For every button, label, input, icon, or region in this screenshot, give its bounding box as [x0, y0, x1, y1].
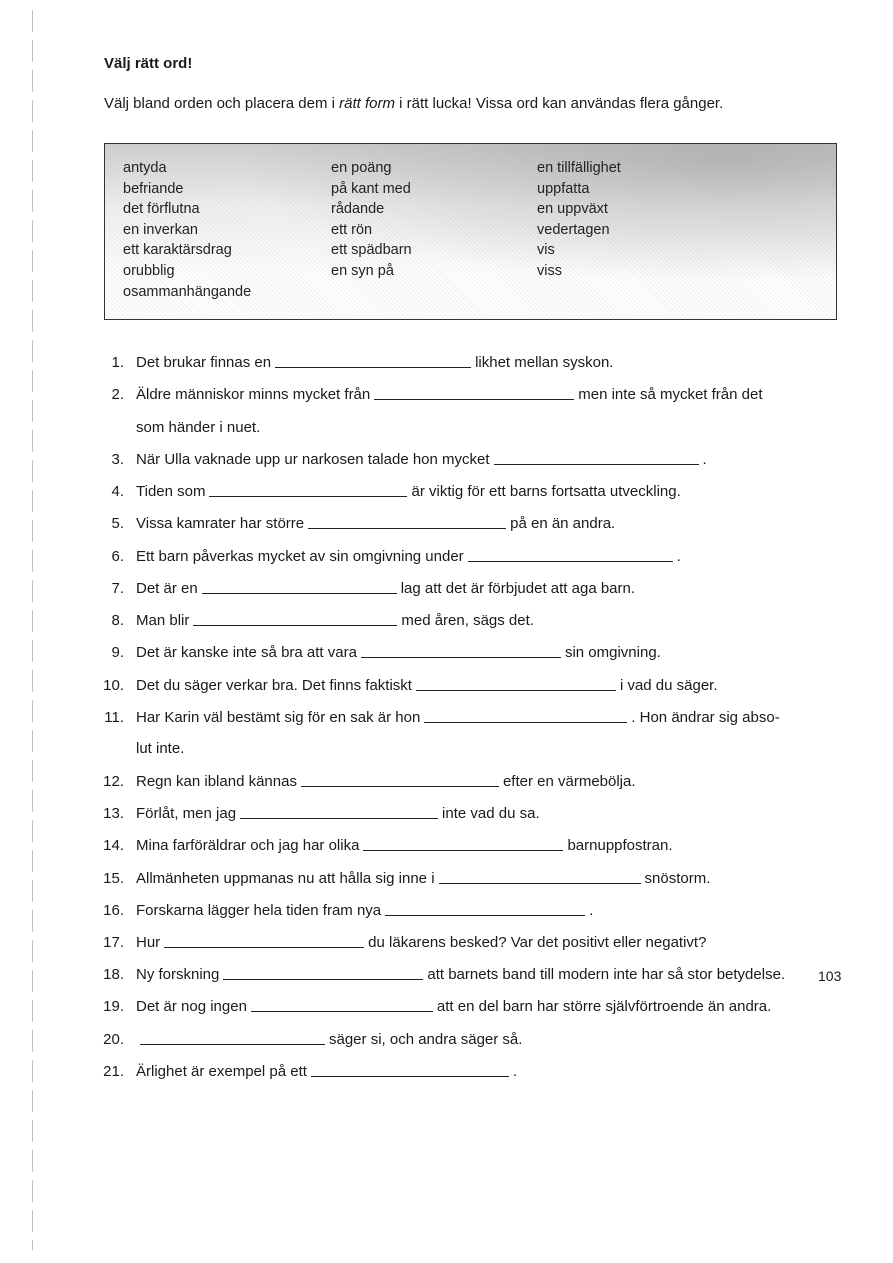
exercise-row — [0, 352, 893, 374]
exercise-text-before: Regn kan ibland kännas — [136, 773, 297, 790]
exercise-text-before: Det är kanske inte så bra att vara — [136, 644, 357, 661]
word-item: en uppväxt — [537, 201, 608, 218]
exercise-row — [0, 481, 893, 503]
exercise-text-after: . — [702, 451, 707, 468]
exercise-number: 6. — [111, 548, 124, 565]
exercise-text-after: att en del barn har större självförtroende än andra. — [436, 998, 772, 1015]
word-bank-column-2 — [331, 158, 412, 282]
exercise-text — [136, 610, 534, 632]
exercise-text — [136, 417, 260, 439]
exercise-text — [136, 868, 710, 890]
exercise-text — [136, 1061, 517, 1083]
exercise-text — [136, 835, 673, 857]
exercise-text-after: med åren, sägs det. — [401, 612, 534, 629]
word-item: en tillfällighet — [537, 160, 621, 176]
exercise-text-before: som händer i nuet. — [136, 419, 261, 436]
exercise-row — [0, 513, 893, 535]
exercise-row — [0, 803, 893, 825]
exercise-text-before: När Ulla vaknade upp ur narkosen talade hon mycket — [136, 451, 490, 468]
exercise-number: 16. — [103, 902, 124, 919]
word-item: uppfatta — [537, 180, 590, 197]
exercise-text — [136, 546, 681, 568]
answer-blank[interactable] — [164, 947, 364, 948]
exercise-text-after: inte vad du sa. — [442, 805, 540, 822]
exercise-row — [0, 1061, 893, 1083]
word-item: befriande — [123, 180, 184, 197]
exercise-text-after: . — [676, 548, 681, 565]
exercise-number: 19. — [103, 998, 124, 1015]
word-item: en poäng — [331, 160, 392, 176]
exercise-number: 3. — [111, 451, 124, 468]
word-item: viss — [537, 262, 562, 279]
answer-blank[interactable] — [494, 464, 699, 465]
exercise-text — [136, 1029, 522, 1051]
answer-blank[interactable] — [202, 593, 397, 594]
answer-blank[interactable] — [209, 496, 407, 497]
exercise-text — [136, 900, 593, 922]
exercise-number: 11. — [104, 709, 124, 726]
exercise-text-before: Det är en — [136, 580, 198, 597]
answer-blank[interactable] — [374, 399, 574, 400]
word-item: vedertagen — [537, 221, 610, 238]
exercise-text-after: på en än andra. — [510, 515, 616, 532]
answer-blank[interactable] — [385, 915, 585, 916]
word-item: på kant med — [331, 180, 411, 197]
exercise-text-before: Ärlighet är exempel på ett — [136, 1063, 307, 1080]
exercise-number: 13. — [103, 805, 124, 822]
answer-blank[interactable] — [275, 367, 471, 368]
exercise-text-after: du läkarens besked? Var det positivt eller negativt? — [368, 934, 707, 951]
exercise-text-after: sin omgivning. — [564, 644, 661, 661]
answer-blank[interactable] — [301, 786, 499, 787]
exercise-text — [136, 707, 780, 729]
exercise-row — [0, 449, 893, 471]
exercise-text — [136, 964, 785, 986]
exercise-text-after: i vad du säger. — [619, 677, 718, 694]
exercise-number: 21. — [103, 1063, 124, 1080]
exercise-row — [0, 835, 893, 857]
word-item: rådande — [331, 201, 385, 218]
exercise-text-before: Förlåt, men jag — [136, 805, 237, 822]
answer-blank[interactable] — [240, 818, 438, 819]
exercise-row — [0, 417, 893, 439]
exercise-text-before: Vissa kamrater har större — [136, 515, 305, 532]
answer-blank[interactable] — [439, 883, 641, 884]
exercise-text-before: Mina farföräldrar och jag har olika — [136, 837, 360, 854]
exercise-text — [136, 578, 635, 600]
exercise-text-before: Ny forskning — [136, 966, 220, 983]
answer-blank[interactable] — [468, 561, 673, 562]
exercise-number: 7. — [111, 580, 124, 597]
exercise-text — [136, 932, 706, 954]
answer-blank[interactable] — [311, 1076, 509, 1077]
exercise-text-before: Man blir — [136, 612, 190, 629]
exercise-text-after: likhet mellan syskon. — [475, 354, 614, 371]
exercise-text — [136, 642, 661, 664]
exercise-text — [136, 513, 615, 535]
answer-blank[interactable] — [308, 528, 506, 529]
exercise-text-before: Äldre människor minns mycket från — [136, 386, 371, 403]
answer-blank[interactable] — [223, 979, 423, 980]
exercise-text-before: Har Karin väl bestämt sig för en sak är hon — [136, 709, 421, 726]
exercise-row — [0, 610, 893, 632]
exercise-text-before: Ett barn påverkas mycket av sin omgivning under — [136, 548, 464, 565]
exercise-text-after: efter en värmebölja. — [502, 773, 636, 790]
exercise-text — [136, 352, 613, 374]
word-item: orubblig — [123, 262, 175, 279]
exercise-number: 9. — [111, 644, 124, 661]
exercise-text-after: lag att det är förbjudet att aga barn. — [400, 580, 636, 597]
exercise-text-before: Det brukar finnas en — [136, 354, 272, 371]
exercise-row — [0, 932, 893, 954]
exercise-text-after: . — [512, 1063, 518, 1080]
exercise-number: 1. — [111, 354, 124, 371]
exercise-row — [0, 900, 893, 922]
instruction-emphasis: rätt form — [339, 95, 395, 112]
exercise-number: 18. — [103, 966, 124, 983]
word-item: en syn på — [331, 262, 394, 279]
answer-blank[interactable] — [424, 722, 627, 723]
exercise-text — [136, 675, 718, 697]
exercise-text-after: att barnets band till modern inte har så stor betydelse. — [427, 966, 786, 983]
word-item: antyda — [123, 160, 167, 176]
exercise-text-before: lut inte. — [136, 740, 185, 757]
word-item: ett spädbarn — [331, 242, 412, 259]
exercise-text — [136, 481, 681, 503]
page-title: Välj rätt ord! — [104, 55, 193, 72]
word-bank-column-3 — [537, 158, 621, 282]
exercise-text-before: Allmänheten uppmanas nu att hålla sig inne i — [136, 870, 435, 887]
page-number: 103 — [818, 968, 842, 984]
word-bank-column-1 — [123, 158, 251, 302]
exercise-text — [136, 738, 184, 760]
exercise-number: 4. — [111, 483, 124, 500]
exercise-number: 8. — [111, 612, 124, 629]
exercise-text-after: säger si, och andra säger så. — [329, 1031, 523, 1048]
exercise-row — [0, 578, 893, 600]
exercise-text-after: . — [589, 902, 594, 919]
exercise-text — [136, 449, 707, 471]
answer-blank[interactable] — [193, 625, 397, 626]
word-item: en inverkan — [123, 221, 198, 238]
instruction-pre: Välj bland orden och placera dem i — [104, 95, 335, 112]
exercise-number: 15. — [103, 870, 124, 887]
exercise-text-before: Hur — [136, 934, 161, 951]
exercise-text-after: men inte så mycket från det — [578, 386, 763, 403]
word-item: det förflutna — [123, 201, 200, 218]
exercise-number: 10. — [103, 677, 124, 694]
instruction-text — [104, 95, 723, 112]
word-item: vis — [537, 242, 555, 259]
exercise-number: 12. — [103, 773, 124, 790]
exercise-text — [136, 996, 771, 1018]
exercise-text — [136, 771, 636, 793]
word-item: ett rön — [331, 221, 373, 238]
answer-blank[interactable] — [140, 1044, 325, 1045]
exercise-number: 20. — [103, 1031, 124, 1048]
exercise-row — [0, 642, 893, 664]
exercise-row — [0, 675, 893, 697]
word-bank — [104, 143, 837, 320]
exercise-row — [0, 384, 893, 406]
answer-blank[interactable] — [416, 690, 616, 691]
word-item: osammanhängande — [123, 283, 252, 300]
exercise-row — [0, 868, 893, 890]
exercise-text-before: Forskarna lägger hela tiden fram nya — [136, 902, 382, 919]
answer-blank[interactable] — [363, 850, 563, 851]
exercise-text-after: snöstorm. — [644, 870, 711, 887]
exercise-row — [0, 546, 893, 568]
exercise-text-before: Det är nog ingen — [136, 998, 247, 1015]
exercise-number: 5. — [111, 515, 124, 532]
exercise-text-before: Det du säger verkar bra. Det finns faktiskt — [136, 677, 412, 694]
exercise-text-before: Tiden som — [136, 483, 206, 500]
exercise-row — [0, 996, 893, 1018]
exercise-text-after: barnuppfostran. — [567, 837, 673, 854]
exercise-row — [0, 771, 893, 793]
exercise-row — [0, 738, 893, 760]
answer-blank[interactable] — [361, 657, 561, 658]
exercise-row — [0, 1029, 893, 1051]
exercise-text — [136, 384, 763, 406]
exercise-text-after: . Hon ändrar sig abso- — [631, 709, 780, 726]
exercise-number: 17. — [103, 934, 124, 951]
exercise-number: 2. — [111, 386, 124, 403]
exercise-text-after: är viktig för ett barns fortsatta utveckling. — [411, 483, 681, 500]
exercise-row — [0, 707, 893, 729]
exercise-text — [136, 803, 540, 825]
instruction-post: i rätt lucka! Vissa ord kan användas flera gånger. — [399, 95, 724, 112]
exercise-number: 14. — [103, 837, 124, 854]
word-item: ett karaktärsdrag — [123, 242, 232, 259]
answer-blank[interactable] — [251, 1011, 433, 1012]
exercise-row — [0, 964, 893, 986]
